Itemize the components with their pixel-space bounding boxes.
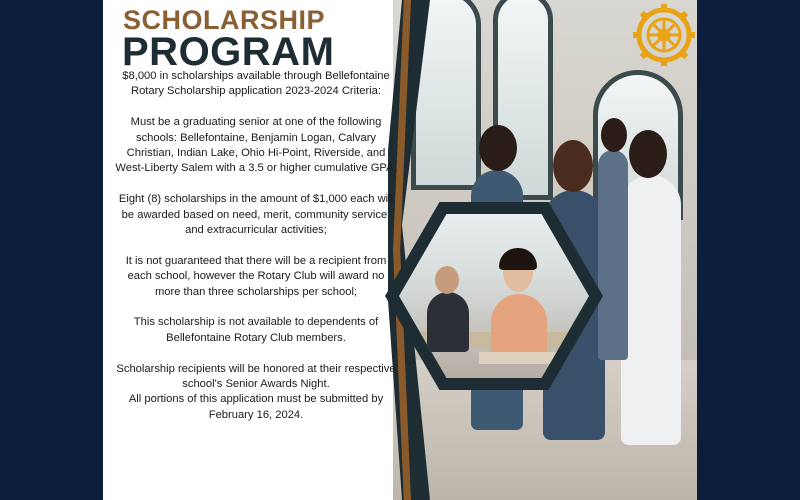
title-scholarship: SCHOLARSHIP — [123, 5, 326, 35]
rotary-wheel-icon — [633, 4, 695, 66]
flyer — [103, 0, 697, 500]
criteria-text — [115, 69, 397, 423]
dependents-paragraph: This scholarship is not available to dependents of Bellefontaine Rotary Club members. — [133, 316, 379, 344]
intro-paragraph: $8,000 in scholarships available through Bellefontaine Rotary Scholarship application 2023-2024 Criteria: — [122, 70, 390, 98]
eligibility-paragraph: Must be a graduating senior at one of the following schools: Bellefontaine, Benjamin Logan, Calvary Christian, Indian Lake, Ohio Hi-Point, Riverside, and West-Liberty Salem with a 3.5 or higher cumulative GPA; — [115, 116, 397, 175]
deadline-paragraph: All portions of this application must be submitted by February 16, 2024. — [128, 393, 384, 421]
title-program: PROGRAM — [122, 30, 335, 74]
award-paragraph: Eight (8) scholarships in the amount of $1,000 each will be awarded based on need, merit, community service, and extracurricular activities; — [118, 193, 394, 237]
honor-paragraph: Scholarship recipients will be honored at their respective school's Senior Awards Night. — [116, 362, 396, 391]
guarantee-paragraph: It is not guaranteed that there will be a recipient from each school, however the Rotary Club will award no more than three scholarships per school; — [125, 254, 387, 298]
